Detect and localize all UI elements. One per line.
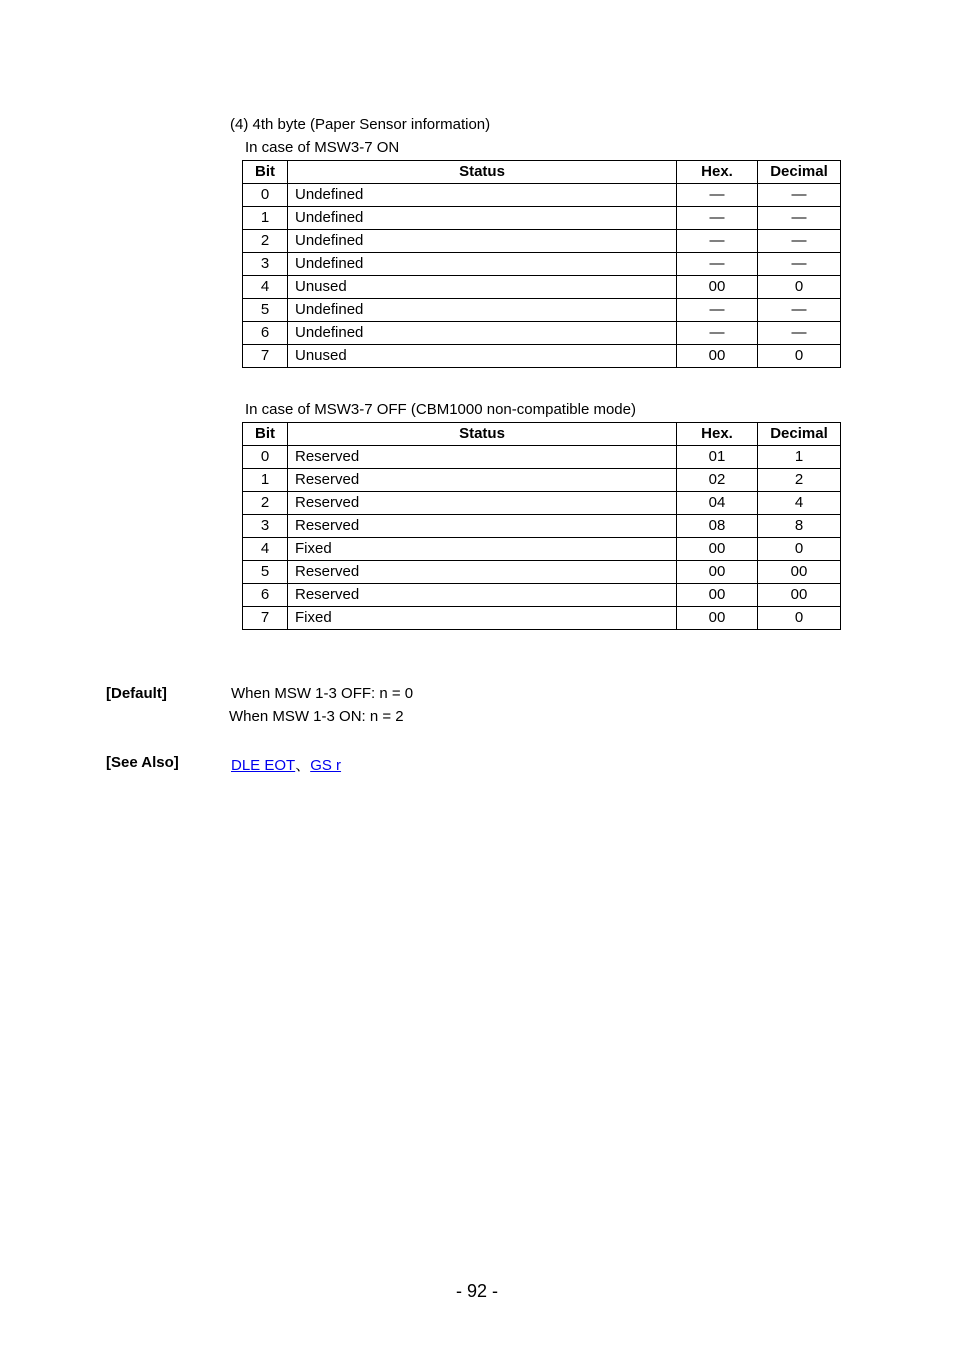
see-also-label: [See Also] xyxy=(106,754,179,771)
page-number: - 92 - xyxy=(455,1281,498,1301)
table-row xyxy=(243,469,841,492)
link-gs-r[interactable]: GS r xyxy=(310,757,342,774)
cell-status: Reserved xyxy=(288,584,677,607)
header-decimal: Decimal xyxy=(758,161,841,184)
cell-hex: 01 xyxy=(677,446,758,469)
table-caption-msw-on: In case of MSW3-7 ON xyxy=(245,139,400,156)
table-row xyxy=(243,446,841,469)
cell-status: Reserved xyxy=(288,469,677,492)
cell-bit: 7 xyxy=(243,345,288,368)
default-label: [Default] xyxy=(106,685,167,702)
cell-bit: 6 xyxy=(243,584,288,607)
cell-status: Unused xyxy=(288,345,677,368)
cell-hex: — xyxy=(677,230,758,253)
cell-bit: 2 xyxy=(243,230,288,253)
cell-status: Fixed xyxy=(288,538,677,561)
cell-status: Unused xyxy=(288,276,677,299)
cell-hex: 08 xyxy=(677,515,758,538)
table-row xyxy=(243,253,841,276)
cell-status: Undefined xyxy=(288,184,677,207)
section-title: (4) 4th byte (Paper Sensor information) xyxy=(230,116,491,133)
header-bit: Bit xyxy=(243,423,288,446)
table-row xyxy=(243,607,841,630)
header-hex: Hex. xyxy=(677,423,758,446)
table-row xyxy=(243,322,841,345)
cell-hex: 04 xyxy=(677,492,758,515)
status-table-msw-on xyxy=(242,160,841,368)
cell-hex: 00 xyxy=(677,345,758,368)
cell-bit: 5 xyxy=(243,299,288,322)
header-status: Status xyxy=(288,161,677,184)
header-status: Status xyxy=(288,423,677,446)
cell-decimal: 00 xyxy=(758,561,841,584)
header-bit: Bit xyxy=(243,161,288,184)
cell-status: Undefined xyxy=(288,253,677,276)
table-row xyxy=(243,184,841,207)
default-line-msw-off: When MSW 1-3 OFF: n = 0 xyxy=(231,685,414,702)
cell-bit: 2 xyxy=(243,492,288,515)
table-row xyxy=(243,230,841,253)
cell-decimal: 0 xyxy=(758,538,841,561)
cell-bit: 4 xyxy=(243,538,288,561)
cell-decimal: 00 xyxy=(758,584,841,607)
header-decimal: Decimal xyxy=(758,423,841,446)
table-row xyxy=(243,538,841,561)
cell-bit: 7 xyxy=(243,607,288,630)
table-row xyxy=(243,492,841,515)
cell-bit: 0 xyxy=(243,446,288,469)
cell-decimal: — xyxy=(758,253,841,276)
table-row xyxy=(243,299,841,322)
cell-decimal: 2 xyxy=(758,469,841,492)
table-row xyxy=(243,207,841,230)
cell-decimal: — xyxy=(758,322,841,345)
table-row xyxy=(243,515,841,538)
cell-status: Reserved xyxy=(288,446,677,469)
table-header-row xyxy=(243,423,841,446)
table-row xyxy=(243,584,841,607)
cell-decimal: 0 xyxy=(758,607,841,630)
cell-status: Reserved xyxy=(288,561,677,584)
cell-decimal: 0 xyxy=(758,276,841,299)
table-row xyxy=(243,345,841,368)
cell-decimal: — xyxy=(758,299,841,322)
cell-status: Undefined xyxy=(288,299,677,322)
cell-bit: 3 xyxy=(243,515,288,538)
cell-hex: — xyxy=(677,253,758,276)
cell-bit: 1 xyxy=(243,469,288,492)
cell-hex: 00 xyxy=(677,584,758,607)
cell-hex: 00 xyxy=(677,276,758,299)
header-hex: Hex. xyxy=(677,161,758,184)
see-also-links xyxy=(231,754,341,775)
cell-bit: 4 xyxy=(243,276,288,299)
cell-decimal: 0 xyxy=(758,345,841,368)
cell-hex: 00 xyxy=(677,538,758,561)
cell-status: Undefined xyxy=(288,230,677,253)
cell-decimal: 8 xyxy=(758,515,841,538)
cell-status: Undefined xyxy=(288,207,677,230)
cell-status: Reserved xyxy=(288,492,677,515)
cell-hex: — xyxy=(677,207,758,230)
cell-decimal: — xyxy=(758,207,841,230)
cell-bit: 1 xyxy=(243,207,288,230)
cell-decimal: — xyxy=(758,230,841,253)
cell-status: Fixed xyxy=(288,607,677,630)
table-caption-msw-off: In case of MSW3-7 OFF (CBM1000 non-compatible mode) xyxy=(245,401,636,418)
cell-decimal: 4 xyxy=(758,492,841,515)
cell-decimal: — xyxy=(758,184,841,207)
cell-status: Undefined xyxy=(288,322,677,345)
cell-status: Reserved xyxy=(288,515,677,538)
cell-hex: 00 xyxy=(677,561,758,584)
cell-hex: — xyxy=(677,299,758,322)
cell-decimal: 1 xyxy=(758,446,841,469)
default-line-msw-on: When MSW 1-3 ON: n = 2 xyxy=(229,708,404,725)
table-row xyxy=(243,276,841,299)
cell-hex: 02 xyxy=(677,469,758,492)
status-table-msw-off xyxy=(242,422,841,630)
link-separator: 、 xyxy=(295,757,311,774)
cell-bit: 3 xyxy=(243,253,288,276)
cell-bit: 6 xyxy=(243,322,288,345)
cell-hex: — xyxy=(677,322,758,345)
table-row xyxy=(243,561,841,584)
cell-bit: 0 xyxy=(243,184,288,207)
link-dle-eot[interactable]: DLE EOT xyxy=(231,757,296,774)
cell-bit: 5 xyxy=(243,561,288,584)
table-header-row xyxy=(243,161,841,184)
cell-hex: 00 xyxy=(677,607,758,630)
cell-hex: — xyxy=(677,184,758,207)
